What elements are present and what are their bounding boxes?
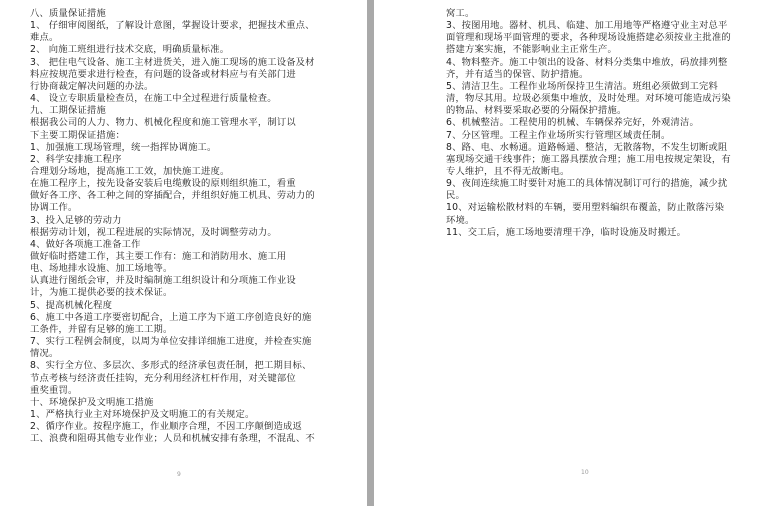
- text-line: 9、夜间连续施工时要针对施工的具体情况制订可行的措施，减少扰: [446, 178, 728, 190]
- text-line: 难点。: [30, 32, 59, 44]
- text-line: 8、路、电、水畅通。道路畅通、整洁，无散落物，不发生切断或阻: [446, 141, 728, 153]
- text-line: 面管理和现场平面管理的要求，各种现场设施搭建必须按业主批准的: [446, 32, 731, 44]
- text-line: 电、场地排水设施、加工场地等。: [30, 263, 173, 275]
- text-line: 5、清洁卫生。工程作业场所保持卫生清洁。班组必须做到工完料: [446, 80, 719, 92]
- text-line: 认真进行图纸会审，并及时编制施工组织设计和分项施工作业设: [30, 275, 296, 287]
- text-line: 5、提高机械化程度: [30, 299, 113, 311]
- text-line: 料应按规范要求进行检查，有问题的设备或材料应与有关部门进: [30, 68, 296, 80]
- text-line: 根据我公司的人力、物力、机械化程度和施工管理水平，制订以: [30, 117, 296, 129]
- text-line: 协调工作。: [30, 202, 78, 214]
- text-line: 在施工程序上，按先设备安装后电缆敷设的原则组织施工，看重: [30, 178, 296, 190]
- text-line: 11、交工后，施工场地要清理干净，临时设施及时搬迁。: [446, 226, 687, 238]
- text-line: 塞现场交通干线事件；施工器具摆放合理；施工用电按规定架设，有: [446, 153, 731, 165]
- text-line: 10、对运输松散材料的车辆，要用塑料编织布覆盖，防止散落污染: [446, 202, 725, 214]
- text-line: 工条件，并留有足够的施工工期。: [30, 323, 173, 335]
- text-line: 下主要工期保证措施：: [30, 129, 125, 141]
- text-line: 九、工期保证措施: [30, 105, 106, 117]
- text-line: 八、质量保证措施: [30, 8, 106, 19]
- text-line: 情况。: [30, 348, 59, 360]
- text-line: 3、 把住电气设备、施工主材进货关，进入施工现场的施工设备及材: [30, 56, 315, 68]
- text-line: 6、机械整洁。工程使用的机械、车辆保养完好，外观清洁。: [446, 117, 700, 129]
- text-line: 3、投入足够的劳动力: [30, 214, 122, 226]
- text-line: 7、实行工程例会制度，以周为单位安排详细施工进度，并检查实施: [30, 336, 312, 348]
- text-line: 齐，并有适当的保管、防护措施。: [446, 68, 589, 80]
- text-line: 工、浪费和阻碍其他专业作业；人员和机械安排有条理，不混乱、不: [30, 433, 315, 445]
- text-line: 2、循序作业。按程序施工，作业顺序合理，不因工序颠倒造成返: [30, 421, 303, 433]
- text-line: 做好临时搭建工作，其主要工作有：施工和消防用水、施工用: [30, 251, 287, 262]
- text-line: 3、按图用地。器材、机具、临建、加工用地等严格遵守业主对总平: [446, 20, 728, 32]
- text-line: 根据劳动计划，视工程进展的实际情况，及时调整劳动力。: [30, 226, 277, 238]
- text-line: 合理划分场地，提高施工工效，加快施工进度。: [30, 165, 230, 177]
- text-line: 2、 向施工班组进行技术交底，明确质量标准。: [30, 44, 230, 56]
- text-line: 民。: [446, 190, 465, 202]
- text-line: 1、加强施工现场管理，统一指挥协调施工。: [30, 141, 217, 153]
- text-line: 8、实行全方位、多层次、多形式的经济承包责任制，把工期目标、: [30, 360, 312, 372]
- text-line: 窝工。: [446, 8, 475, 19]
- text-line: 6、施工中各道工序要密切配合，上道工序为下道工序创造良好的施: [30, 311, 312, 323]
- text-line: 节点考核与经济责任挂钩，充分利用经济杠杆作用，对关键部位: [30, 372, 296, 384]
- document-page-right: [374, 0, 760, 506]
- text-line: 做好各工序、各工种之间的穿插配合，并组织好施工机具、劳动力的: [30, 190, 315, 202]
- text-line: 的物品、材料要采取必要的分隔保护措施。: [446, 105, 627, 117]
- page-number: 10: [581, 469, 589, 476]
- text-line: 1、 仔细审阅图纸，了解设计意图，掌握设计要求，把握技术重点、: [30, 20, 315, 32]
- text-line: 十、环境保护及文明施工措施: [30, 396, 154, 408]
- text-line: 7、分区管理。工程主作业场所实行管理区域责任制。: [446, 129, 671, 141]
- text-line: 清，物尽其用。垃圾必须集中堆放，及时处理。对环境可能造成污染: [446, 93, 731, 105]
- page-number: 9: [177, 471, 181, 478]
- text-line: 4、物料整齐。施工中领出的设备、材料分类集中堆放，码放排列整: [446, 56, 728, 68]
- text-line: 4、 设立专职质量检查员，在施工中全过程进行质量检查。: [30, 93, 277, 105]
- document-page-left: [0, 0, 367, 506]
- text-line: 1、严格执行业主对环境保护及文明施工的有关规定。: [30, 408, 255, 420]
- page-divider: [367, 0, 374, 506]
- text-line: 4、做好各项施工准备工作: [30, 238, 141, 250]
- text-line: 专人维护，且不得无故断电。: [446, 165, 570, 177]
- text-line: 搭建方案实施，不能影响业主正常生产。: [446, 44, 617, 56]
- text-line: 行协商裁定解决问题的办法。: [30, 80, 154, 92]
- text-line: 重奖重罚。: [30, 384, 78, 396]
- text-line: 计，为施工提供必要的技术保证。: [30, 287, 173, 299]
- text-line: 2、科学安排施工程序: [30, 153, 122, 165]
- text-line: 环境。: [446, 214, 475, 226]
